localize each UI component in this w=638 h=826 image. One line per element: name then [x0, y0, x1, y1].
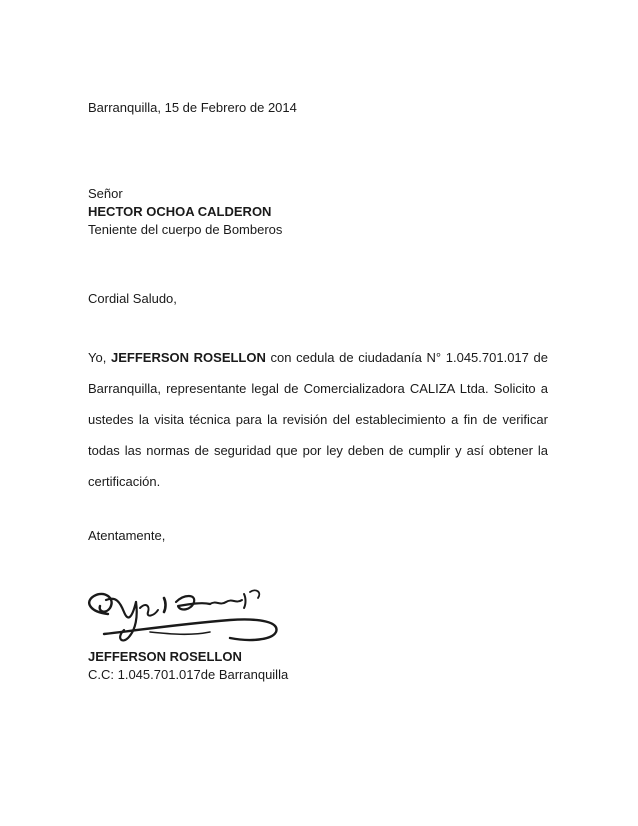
greeting: Cordial Saludo,	[88, 291, 177, 306]
body-intro: Yo,	[88, 350, 111, 365]
recipient-title: Señor	[88, 186, 123, 201]
body-sender-name: JEFFERSON ROSELLON	[110, 350, 266, 365]
recipient-position: Teniente del cuerpo de Bomberos	[88, 222, 283, 237]
body-text: con cedula de ciudadanía N° 1.045.701.017 de Barranquilla, representante legal de Comercializadora CALIZA Ltda. Solicito a ustedes la visita técnica para la revisión del establecimiento a fin de verificar todas las normas de seguridad que por ley deben de cumplir y así obtener la certificación.	[88, 350, 548, 489]
letter-body	[88, 342, 548, 497]
recipient-name: HECTOR OCHOA CALDERON	[88, 204, 272, 219]
handwritten-signature	[80, 572, 290, 652]
date-line: Barranquilla, 15 de Febrero de 2014	[88, 100, 297, 115]
signature-id-line: C.C: 1.045.701.017de Barranquilla	[88, 667, 289, 682]
closing: Atentamente,	[88, 528, 166, 543]
signature-name: JEFFERSON ROSELLON	[88, 649, 242, 664]
